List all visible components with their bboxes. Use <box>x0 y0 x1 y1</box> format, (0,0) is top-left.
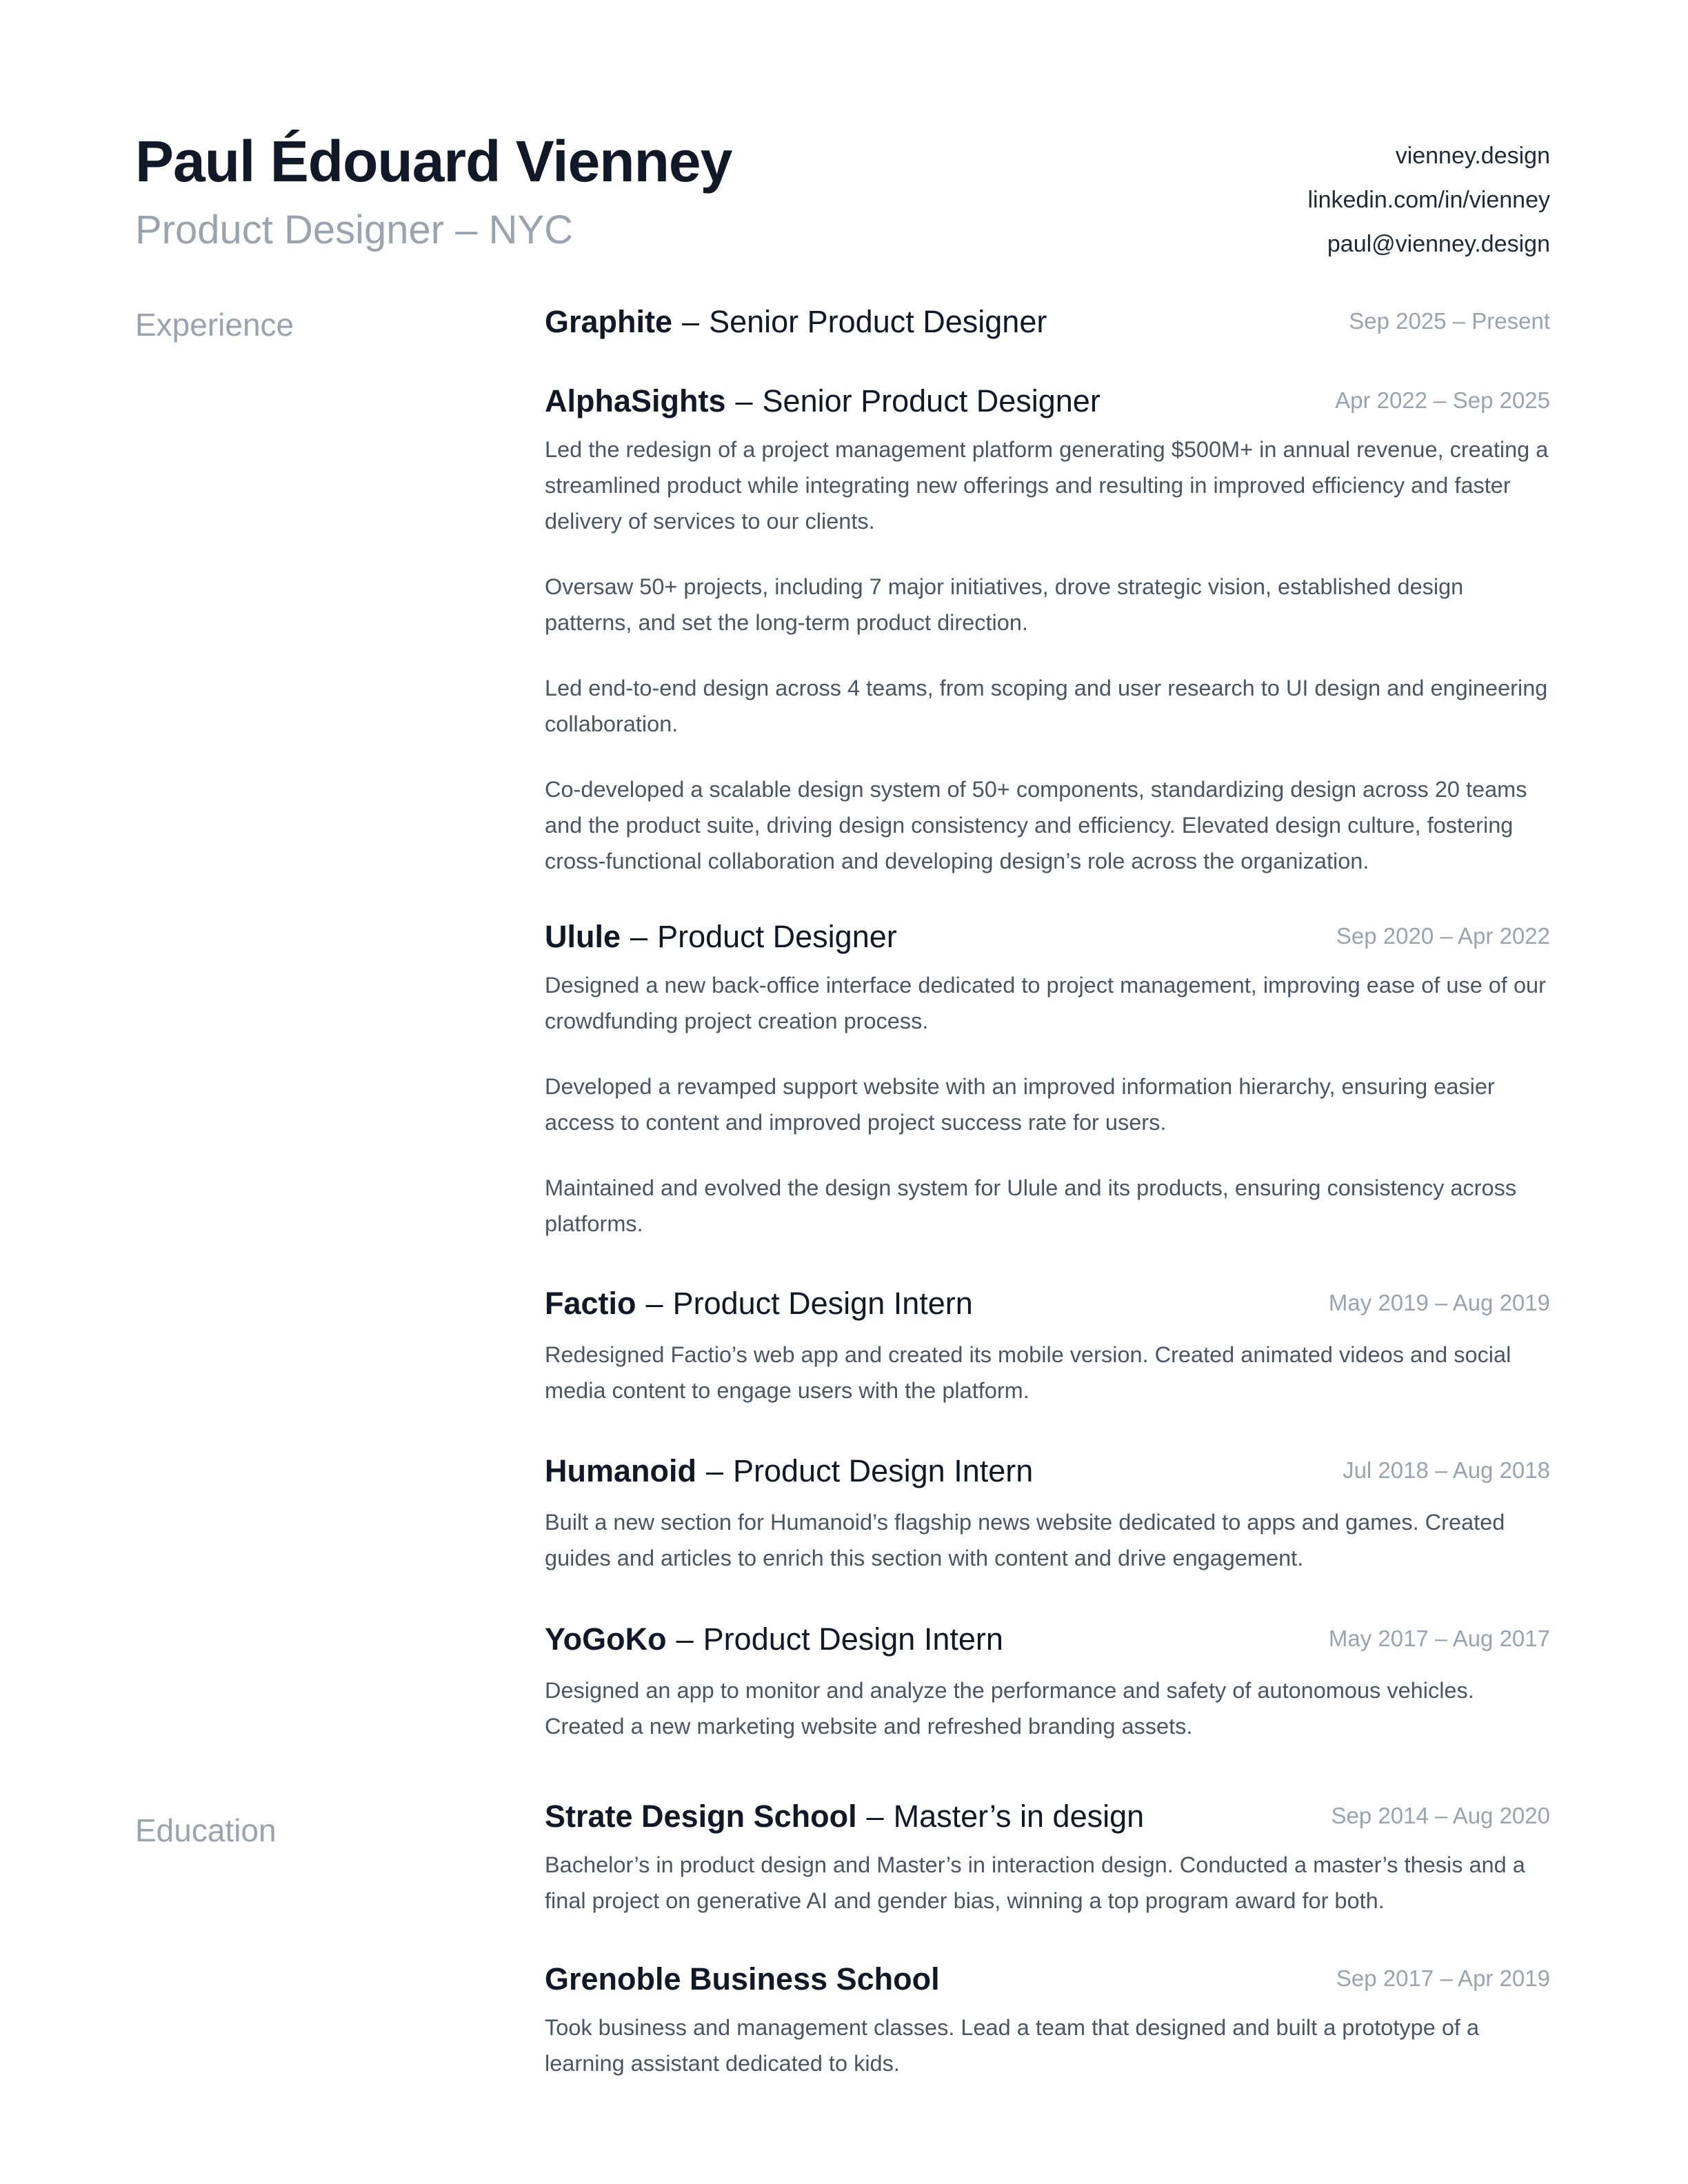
separator: – <box>706 1453 724 1488</box>
job-role: Product Design Intern <box>672 1286 973 1321</box>
school-name: Strate Design School <box>545 1799 857 1834</box>
entry-description <box>545 2010 1550 2081</box>
education-entry-strate <box>545 1799 1550 1919</box>
experience-entry-alphasights <box>545 383 1550 879</box>
separator: – <box>866 1799 884 1834</box>
entry-description <box>545 1672 1550 1744</box>
description-paragraph: Led the redesign of a project management platform generating $500M+ in annual revenue, creating a streamlined product while integrating new offerings and resulting in improved efficiency and faster delivery of services to our clients. <box>545 437 1549 534</box>
entry-header <box>545 1286 1550 1330</box>
description-paragraph: Redesigned Factio’s web app and created its mobile version. Created animated videos and social media content to engage users with the platform. <box>545 1342 1511 1403</box>
job-role: Product Design Intern <box>703 1621 1003 1657</box>
description-paragraph: Developed a revamped support website with an improved information hierarchy, ensuring easier access to content and improved project success rate for users. <box>545 1074 1495 1135</box>
date-range: Sep 2020 – Apr 2022 <box>1336 923 1550 949</box>
description-paragraph: Led end-to-end design across 4 teams, from scoping and user research to UI design and engineering collaboration. <box>545 676 1548 736</box>
entry-header <box>545 1961 1550 2005</box>
company-name: YoGoKo <box>545 1621 667 1657</box>
separator: – <box>645 1286 663 1321</box>
separator: – <box>676 1621 694 1657</box>
education-section-label: Education <box>135 1812 277 1848</box>
entry-header <box>545 1799 1550 1843</box>
separator: – <box>735 383 753 418</box>
website-link[interactable]: vienney.design <box>1395 143 1550 169</box>
education-entry-grenoble <box>545 1961 1550 2081</box>
experience-entry-graphite <box>545 304 1550 348</box>
company-name: Ulule <box>545 919 621 954</box>
date-range: Sep 2017 – Apr 2019 <box>1336 1965 1550 1991</box>
company-name: Factio <box>545 1286 636 1321</box>
job-role: Senior Product Designer <box>762 383 1101 418</box>
date-range: Sep 2014 – Aug 2020 <box>1331 1803 1550 1828</box>
description-paragraph: Oversaw 50+ projects, including 7 major initiatives, drove strategic vision, established design patterns, and set the long-term product direction. <box>545 574 1464 635</box>
date-range: Jul 2018 – Aug 2018 <box>1343 1457 1550 1483</box>
description-paragraph: Took business and management classes. Lead a team that designed and built a prototype of a learning assistant dedicated to kids. <box>545 2015 1480 2076</box>
experience-entry-humanoid <box>545 1453 1550 1576</box>
linkedin-link[interactable]: linkedin.com/in/vienney <box>1307 187 1550 213</box>
date-range: Apr 2022 – Sep 2025 <box>1335 387 1550 413</box>
company-name: Humanoid <box>545 1453 696 1488</box>
contact-block <box>1307 134 1550 266</box>
date-range: May 2017 – Aug 2017 <box>1328 1626 1550 1651</box>
candidate-title: Product Designer – NYC <box>135 208 574 252</box>
school-name: Grenoble Business School <box>545 1961 940 1996</box>
experience-entry-ulule <box>545 919 1550 1242</box>
entry-header <box>545 1453 1550 1497</box>
job-role: Product Designer <box>657 919 897 954</box>
description-paragraph: Designed a new back-office interface dedicated to project management, improving ease of use of our crowdfunding project creation process. <box>545 973 1546 1033</box>
email-link[interactable]: paul@vienney.design <box>1327 231 1550 257</box>
degree: Master’s in design <box>893 1799 1145 1834</box>
description-paragraph: Built a new section for Humanoid’s flagship news website dedicated to apps and games. Created guides and articles to enrich this section with content and drive engagement. <box>545 1510 1505 1570</box>
job-role: Product Design Intern <box>733 1453 1034 1488</box>
description-paragraph: Designed an app to monitor and analyze the performance and safety of autonomous vehicles. Created a new marketing website and refreshed branding assets. <box>545 1678 1474 1739</box>
entry-description <box>545 967 1550 1242</box>
entry-description <box>545 1337 1550 1408</box>
entry-header <box>545 304 1550 348</box>
description-paragraph: Co-developed a scalable design system of 50+ components, standardizing design across 20 teams and the product suite, driving design consistency and efficiency. Elevated design culture, fostering cross-functional collaboration and developing design’s role across the organization. <box>545 777 1527 873</box>
entry-description <box>545 432 1550 879</box>
company-name: Graphite <box>545 304 673 339</box>
description-paragraph: Bachelor’s in product design and Master’s in interaction design. Conducted a master’s thesis and a final project on generative AI and gender bias, winning a top program award for both. <box>545 1852 1525 1913</box>
candidate-name: Paul Édouard Vienney <box>135 129 732 194</box>
entry-description <box>545 1847 1550 1919</box>
description-paragraph: Maintained and evolved the design system for Ulule and its products, ensuring consistency across platforms. <box>545 1175 1517 1236</box>
experience-section-label: Experience <box>135 307 294 343</box>
entry-header <box>545 1621 1550 1666</box>
separator: – <box>682 304 700 339</box>
experience-entry-factio <box>545 1286 1550 1408</box>
experience-entry-yogoko <box>545 1621 1550 1744</box>
company-name: AlphaSights <box>545 383 726 418</box>
entry-header <box>545 383 1550 427</box>
entry-description <box>545 1504 1550 1576</box>
date-range: Sep 2025 – Present <box>1349 308 1550 334</box>
job-role: Senior Product Designer <box>709 304 1047 339</box>
date-range: May 2019 – Aug 2019 <box>1328 1290 1550 1315</box>
separator: – <box>630 919 648 954</box>
entry-header <box>545 919 1550 963</box>
